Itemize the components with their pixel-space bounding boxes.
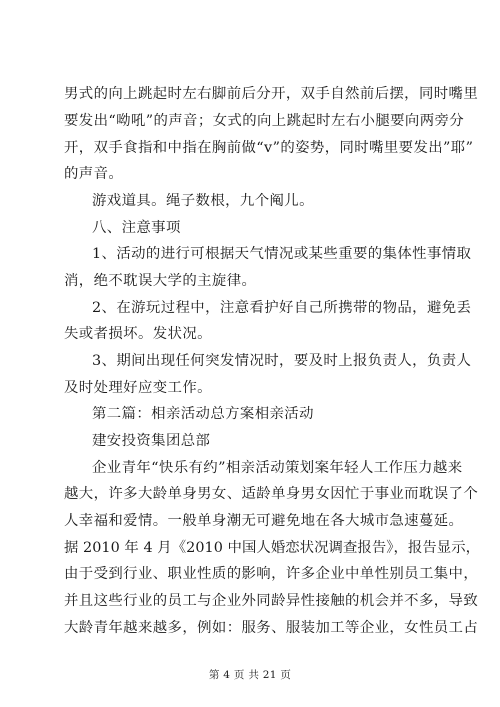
page-footer: 第 4 页 共 21 页 <box>208 669 292 681</box>
text-line-20: 并且这些行业的员工与企业外同龄异性接触的机会并不多，导致 <box>64 593 479 609</box>
text-line-15: 企业青年“快乐有约”相亲活动策划案年轻人工作压力越来 <box>92 460 463 476</box>
text-line-18: 据 2010 年 4 月《2010 中国人婚恋状况调查报告》，报告显示， <box>64 540 481 556</box>
text-line-12: 及时处理好应变工作。 <box>64 380 212 396</box>
text-line-16: 越大，许多大龄单身男女、适龄单身男女因忙于事业而耽误了个 <box>64 486 479 502</box>
text-line-1: 男式的向上跳起时左右脚前后分开，双手自然前后摆，同时嘴里 <box>64 86 479 102</box>
text-line-17: 人幸福和爱情。一般单身潮无可避免地在各大城市急速蔓延。 <box>64 513 464 529</box>
text-line-8: 消，绝不耽误大学的主旋律。 <box>64 273 257 289</box>
text-line-5: 游戏道具。绳子数根，九个阄儿。 <box>92 193 314 209</box>
text-line-9: 2、在游玩过程中，注意看护好自己所携带的物品，避免丢 <box>92 300 472 316</box>
chapter-heading: 第二篇：相亲活动总方案相亲活动 <box>92 406 314 422</box>
text-line-19: 由于受到行业、职业性质的影响，许多企业中单性别员工集中， <box>64 566 479 582</box>
text-line-7: 1、活动的进行可根据天气情况或某些重要的集体性事情取 <box>92 246 472 262</box>
text-line-21: 大龄青年越来越多，例如：服务、服装加工等企业，女性员工占 <box>64 620 479 636</box>
section-heading-notes: 八、注意事项 <box>92 220 181 236</box>
text-line-11: 3、期间出现任何突发情况时，要及时上报负责人，负责人 <box>92 353 472 369</box>
text-line-4: 的声音。 <box>64 166 124 182</box>
organization-name: 建安投资集团总部 <box>92 433 211 449</box>
text-line-2: 要发出“呦吼”的声音；女式的向上跳起时左右小腿要向两旁分 <box>64 113 465 129</box>
text-line-3: 开，双手食指和中指在胸前做“v”的姿势，同时嘴里要发出”耶” <box>64 140 474 156</box>
text-line-10: 失或者损坏。发状况。 <box>64 326 212 342</box>
